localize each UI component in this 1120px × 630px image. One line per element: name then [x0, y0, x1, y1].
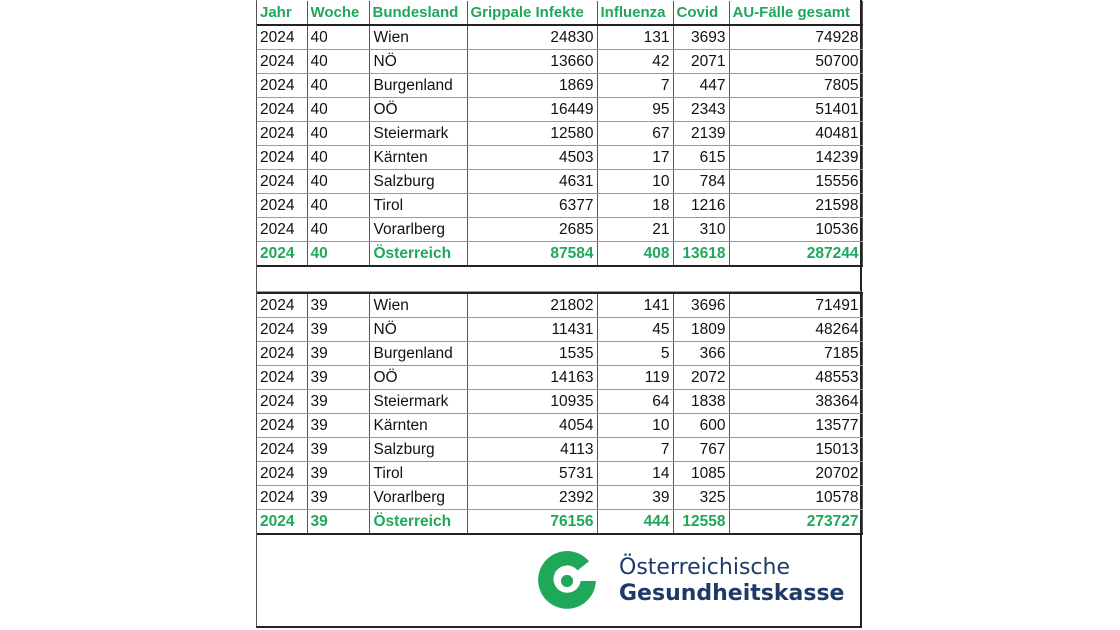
- table-row: [257, 98, 862, 122]
- cell: 12580: [467, 122, 597, 146]
- cell: 87584: [467, 242, 597, 267]
- cell: 2024: [257, 293, 307, 318]
- cell: 20702: [729, 462, 862, 486]
- cell: 767: [673, 438, 729, 462]
- column-header: Grippale Infekte: [467, 1, 597, 25]
- cell: 50700: [729, 50, 862, 74]
- cell: 39: [307, 293, 369, 318]
- cell: 784: [673, 170, 729, 194]
- logo-line-1: Österreichische: [619, 555, 790, 580]
- cell: 2024: [257, 242, 307, 267]
- cell: 39: [307, 318, 369, 342]
- cell: OÖ: [369, 366, 467, 390]
- cell: 3696: [673, 293, 729, 318]
- cell: 11431: [467, 318, 597, 342]
- cell: 408: [597, 242, 673, 267]
- cell: 2071: [673, 50, 729, 74]
- cell: 287244: [729, 242, 862, 267]
- cell: Salzburg: [369, 438, 467, 462]
- table-row: [257, 170, 862, 194]
- cell: 7: [597, 438, 673, 462]
- column-header: AU-Fälle gesamt: [729, 1, 862, 25]
- cell: 2024: [257, 510, 307, 535]
- column-header: Covid: [673, 1, 729, 25]
- cell: 2024: [257, 486, 307, 510]
- cell: 2024: [257, 218, 307, 242]
- cell: 21: [597, 218, 673, 242]
- cell: 40: [307, 218, 369, 242]
- cell: 39: [307, 486, 369, 510]
- table-row: [257, 390, 862, 414]
- cell: 10: [597, 414, 673, 438]
- cell: Kärnten: [369, 414, 467, 438]
- cell: 2024: [257, 74, 307, 98]
- cell: 10578: [729, 486, 862, 510]
- cell: 4054: [467, 414, 597, 438]
- cell: 1869: [467, 74, 597, 98]
- cell: 15556: [729, 170, 862, 194]
- cell: 13618: [673, 242, 729, 267]
- cell: 16449: [467, 98, 597, 122]
- cell: 141: [597, 293, 673, 318]
- cell: 21802: [467, 293, 597, 318]
- column-header: Woche: [307, 1, 369, 25]
- cell: 39: [307, 438, 369, 462]
- column-header: Bundesland: [369, 1, 467, 25]
- cell: 95: [597, 98, 673, 122]
- cell: 2024: [257, 122, 307, 146]
- cell: 2024: [257, 98, 307, 122]
- cell: 40: [307, 50, 369, 74]
- cell: Österreich: [369, 510, 467, 535]
- table-row: [257, 74, 862, 98]
- cell: 2072: [673, 366, 729, 390]
- cell: 14: [597, 462, 673, 486]
- cell: 5: [597, 342, 673, 366]
- cell: 74928: [729, 25, 862, 50]
- cell: NÖ: [369, 318, 467, 342]
- cell: 325: [673, 486, 729, 510]
- table-row: [257, 146, 862, 170]
- cell: 2024: [257, 50, 307, 74]
- cell: 39: [307, 366, 369, 390]
- cell: 6377: [467, 194, 597, 218]
- cell: 13577: [729, 414, 862, 438]
- header-row: [257, 1, 862, 25]
- cell: 1809: [673, 318, 729, 342]
- cell: 17: [597, 146, 673, 170]
- table-row: [257, 218, 862, 242]
- cell: 40481: [729, 122, 862, 146]
- cell: 2343: [673, 98, 729, 122]
- cell: 38364: [729, 390, 862, 414]
- cell: 67: [597, 122, 673, 146]
- table-row: [257, 25, 862, 50]
- cell: 40: [307, 122, 369, 146]
- table-week-39: [257, 292, 863, 535]
- cell: 2392: [467, 486, 597, 510]
- cell: 447: [673, 74, 729, 98]
- cell: 2685: [467, 218, 597, 242]
- cell: Österreich: [369, 242, 467, 267]
- cell: 40: [307, 242, 369, 267]
- cell: 1216: [673, 194, 729, 218]
- cell: 5731: [467, 462, 597, 486]
- empty-separator-row: [257, 267, 861, 292]
- cell: 39: [307, 342, 369, 366]
- cell: 273727: [729, 510, 862, 535]
- cell: 2024: [257, 438, 307, 462]
- cell: Tirol: [369, 194, 467, 218]
- cell: 76156: [467, 510, 597, 535]
- cell: 42: [597, 50, 673, 74]
- cell: Steiermark: [369, 390, 467, 414]
- cell: Salzburg: [369, 170, 467, 194]
- cell: 3693: [673, 25, 729, 50]
- logo-wordmark: [619, 555, 844, 607]
- cell: 14239: [729, 146, 862, 170]
- table-row: [257, 50, 862, 74]
- table-row: [257, 486, 862, 510]
- cell: 2024: [257, 318, 307, 342]
- cell: 40: [307, 146, 369, 170]
- cell: Burgenland: [369, 342, 467, 366]
- cell: 40: [307, 25, 369, 50]
- cell: 40: [307, 74, 369, 98]
- cell: 2024: [257, 462, 307, 486]
- table-row: [257, 194, 862, 218]
- cell: 1838: [673, 390, 729, 414]
- cell: 40: [307, 98, 369, 122]
- cell: 39: [307, 414, 369, 438]
- cell: 2024: [257, 194, 307, 218]
- cell: 7: [597, 74, 673, 98]
- cell: 119: [597, 366, 673, 390]
- cell: 2024: [257, 366, 307, 390]
- cell: 2139: [673, 122, 729, 146]
- cell: Vorarlberg: [369, 486, 467, 510]
- table-row: [257, 366, 862, 390]
- cell: 51401: [729, 98, 862, 122]
- cell: Burgenland: [369, 74, 467, 98]
- logo-line-2: Gesundheitskasse: [619, 581, 845, 606]
- cell: 39: [307, 390, 369, 414]
- table-row: [257, 342, 862, 366]
- cell: 24830: [467, 25, 597, 50]
- cell: 10536: [729, 218, 862, 242]
- cell: 10: [597, 170, 673, 194]
- cell: 14163: [467, 366, 597, 390]
- table-row: [257, 122, 862, 146]
- cell: 444: [597, 510, 673, 535]
- table-row: [257, 318, 862, 342]
- cell: OÖ: [369, 98, 467, 122]
- cell: 7185: [729, 342, 862, 366]
- cell: NÖ: [369, 50, 467, 74]
- cell: 40: [307, 170, 369, 194]
- cell: 48264: [729, 318, 862, 342]
- cell: 13660: [467, 50, 597, 74]
- cell: Wien: [369, 293, 467, 318]
- cell: 45: [597, 318, 673, 342]
- cell: 4503: [467, 146, 597, 170]
- cell: 71491: [729, 293, 862, 318]
- table-row: [257, 414, 862, 438]
- cell: 21598: [729, 194, 862, 218]
- cell: 131: [597, 25, 673, 50]
- footer-logo-area: [257, 531, 861, 626]
- table-row: [257, 293, 862, 318]
- table-row: [257, 462, 862, 486]
- spreadsheet-screenshot: [256, 0, 862, 628]
- cell: 615: [673, 146, 729, 170]
- cell: 39: [307, 510, 369, 535]
- cell: 4113: [467, 438, 597, 462]
- cell: 7805: [729, 74, 862, 98]
- cell: 40: [307, 194, 369, 218]
- cell: 39: [307, 462, 369, 486]
- column-header: Influenza: [597, 1, 673, 25]
- cell: 2024: [257, 146, 307, 170]
- cell: Vorarlberg: [369, 218, 467, 242]
- cell: 15013: [729, 438, 862, 462]
- cell: 310: [673, 218, 729, 242]
- cell: 366: [673, 342, 729, 366]
- cell: 2024: [257, 390, 307, 414]
- cell: 18: [597, 194, 673, 218]
- cell: 600: [673, 414, 729, 438]
- cell: Kärnten: [369, 146, 467, 170]
- oegk-logo-mark-icon: [529, 543, 605, 619]
- column-header: Jahr: [257, 1, 307, 25]
- cell: 1085: [673, 462, 729, 486]
- table-row: [257, 438, 862, 462]
- cell: 2024: [257, 342, 307, 366]
- cell: 4631: [467, 170, 597, 194]
- cell: Tirol: [369, 462, 467, 486]
- cell: 2024: [257, 25, 307, 50]
- cell: Steiermark: [369, 122, 467, 146]
- cell: 10935: [467, 390, 597, 414]
- cell: 48553: [729, 366, 862, 390]
- cell: 2024: [257, 170, 307, 194]
- cell: 12558: [673, 510, 729, 535]
- cell: 39: [597, 486, 673, 510]
- cell: 64: [597, 390, 673, 414]
- cell: 1535: [467, 342, 597, 366]
- table-week-40: [257, 1, 863, 267]
- total-row: [257, 242, 862, 267]
- cell: 2024: [257, 414, 307, 438]
- cell: Wien: [369, 25, 467, 50]
